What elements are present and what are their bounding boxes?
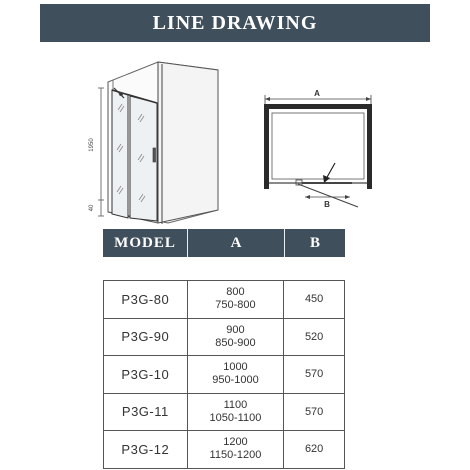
cell-a-nominal: 1000 [223,361,248,374]
cell-b: 620 [284,431,345,469]
table-row [104,318,345,356]
plan-drawing [264,95,372,207]
cell-model: P3G-90 [104,318,188,356]
cell-b: 450 [284,281,345,319]
cell-a-range: 1050-1100 [209,411,262,424]
height-dimension-label: 1950 [89,138,95,152]
cell-a-range: 950-1000 [212,374,259,387]
cell-a-range: 850-900 [215,336,256,349]
header-b: B [284,229,345,257]
cell-a [187,281,284,319]
cell-a-nominal: 900 [226,323,245,336]
cell-model: P3G-10 [104,356,188,394]
cell-a [187,356,284,394]
header-a: A [187,229,284,257]
cell-b: 520 [284,318,345,356]
cell-a-nominal: 1200 [223,436,248,449]
cell-model: P3G-12 [104,431,188,469]
cell-a [187,393,284,431]
banner-title: LINE DRAWING [152,11,318,34]
cell-a [187,318,284,356]
cell-b: 570 [284,356,345,394]
table-row [104,281,345,319]
plan-label-a: A [314,89,320,98]
elevation-drawing [98,62,218,224]
dimensions-table [103,280,345,469]
header-model: MODEL [114,234,176,251]
cell-a [187,431,284,469]
table-row [104,431,345,469]
cell-a-range: 1150-1200 [209,449,262,462]
bottom-dimension-label: 40 [89,204,95,212]
cell-a-range: 750-800 [215,299,256,312]
cell-model: P3G-11 [104,393,188,431]
plan-label-b: B [324,200,330,209]
cell-a-nominal: 1100 [223,398,248,411]
table-row [104,356,345,394]
table-row [104,393,345,431]
table-header [103,229,345,257]
cell-model: P3G-80 [104,281,188,319]
cell-a-nominal: 800 [226,286,245,299]
cell-b: 570 [284,393,345,431]
